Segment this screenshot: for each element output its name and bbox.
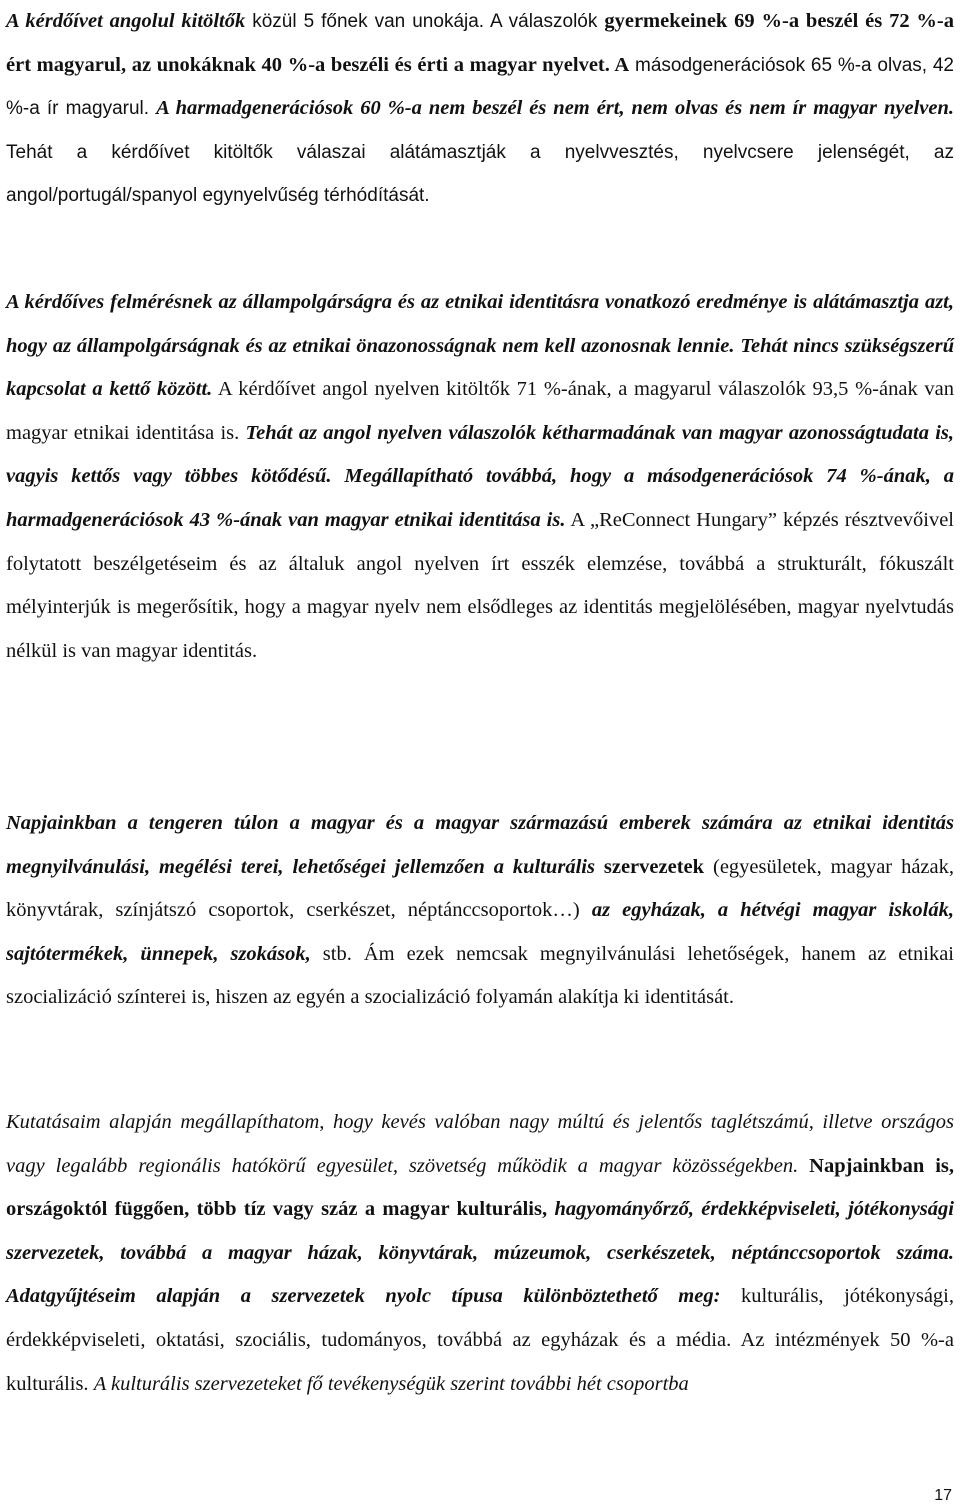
text-segment: Napjainkban a tengeren túlon a magyar és a magyar származású emberek számára az etnikai identitás megnyilvánulási, megélési terei, lehetőségei jellemzően a kulturális: [6, 812, 954, 878]
text-segment: A harmadgenerációsok 60 %-a nem beszél és nem ért, nem olvas és nem ír magyar nyelven.: [156, 97, 954, 120]
text-segment: hagyományőrző, érdekképviseleti, jótékonysági szervezetek, továbbá a magyar házak, könyvtárak, múzeumok, cserkészetek, néptánccsoportok száma. Adatgyűjtéseim alapján a szervezetek nyolc típusa különböztethető meg:: [6, 1198, 954, 1308]
paragraph-3: [6, 802, 954, 1020]
text-segment: Kutatásaim alapján megállapíthatom, hogy kevés valóban nagy múltú és jelentős taglétszámú, illetve országos vagy legalább regionális hatókörű egyesület, szövetség működik a magyar közösségekben.: [6, 1111, 954, 1177]
text-segment: Napjainkban is, országoktól függően, több tíz vagy száz a magyar kulturális,: [6, 1154, 954, 1221]
paragraph-4: [6, 1101, 954, 1406]
text-segment: gyermekeinek 69 %-a beszél és 72 %-a ért magyarul, az unokáknak 40 %-a beszéli és érti a magyar nyelvet. A: [6, 10, 954, 76]
text-segment: A kérdőíves felmérésnek az állampolgárságra és az etnikai identitásra vonatkozó eredménye is alátámasztja azt, hogy az állampolgárságnak és az etnikai önazonosságnak nem kell azonosnak lennie. Tehát nincs szükségszerű kapcsolat a kettő között.: [6, 291, 954, 401]
text-segment: A kérdőívet angolul kitöltők: [6, 10, 246, 32]
text-segment: stb. Ám ezek nemcsak megnyilvánulási lehetőségek, hanem az etnikai szocializáció színterei is, hiszen az egyén a szocializáció folyamán alakítja ki identitását.: [6, 942, 954, 1009]
text-segment: A kérdőívet angol nyelven kitöltők 71 %-ának, a magyarul válaszolók 93,5 %-ának van magyar etnikai identitása is.: [6, 378, 954, 444]
text-segment: Tehát a kérdőívet kitöltők válaszai alátámasztják a nyelvvesztés, nyelvcsere jelenségét, az angol/portugál/spanyol egynyelvűség térhódítását.: [6, 141, 954, 207]
text-segment: szervezetek: [594, 855, 705, 878]
page-number: 17: [934, 1487, 952, 1504]
text-segment: közül 5 főnek van unokája. A válaszolók: [245, 11, 605, 32]
text-segment: az egyházak, a hétvégi magyar iskolák, sajtótermékek, ünnepek, szokások,: [6, 899, 954, 965]
paragraph-1: [6, 0, 954, 218]
text-segment: A „ReConnect Hungary” képzés résztvevőivel folytatott beszélgetéseim és az általuk angol nyelven írt esszék elemzése, továbbá a strukturált, fókuszált mélyinterjúk is megerősítik, hogy a magyar nyelv nem elsődleges az identitás megjelölésében, magyar nyelvtudás nélkül is van magyar identitás.: [6, 508, 954, 662]
paragraph-2: [6, 281, 954, 673]
text-segment: kulturális, jótékonysági, érdekképviseleti, oktatási, szociális, tudományos, továbbá az egyházak és a média. Az intézmények 50 %-a kulturális.: [6, 1285, 954, 1395]
text-segment: másodgenerációsok 65 %-a olvas, 42 %-a ír magyarul.: [6, 54, 954, 120]
text-segment: (egyesületek, magyar házak, könyvtárak, színjátszó csoportok, cserkészet, néptánccsoportok…): [6, 855, 954, 922]
text-segment: A kulturális szervezeteket fő tevékenységük szerint további hét csoportba: [93, 1372, 689, 1395]
text-segment: Tehát az angol nyelven válaszolók kétharmadának van magyar azonosságtudata is, vagyis kettős vagy többes kötődésű. Megállapítható továbbá, hogy a másodgenerációsok 74 %-ának, a harmadgenerációsok 43 %-ának van magyar etnikai identitása is.: [6, 421, 955, 531]
